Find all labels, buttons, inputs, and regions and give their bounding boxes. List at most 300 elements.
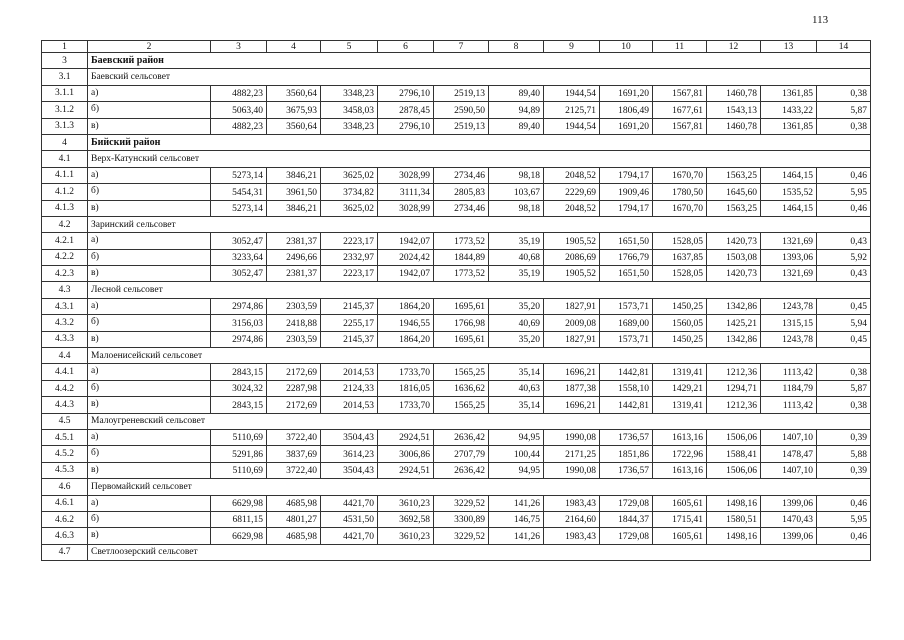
district-row [42, 53, 871, 69]
value-cell: 3504,43 [321, 429, 378, 445]
table-row [42, 85, 871, 101]
value-cell: 2229,69 [544, 184, 600, 200]
value-cell: 1733,70 [378, 397, 434, 413]
value-cell: 2145,37 [321, 331, 378, 347]
row-number: 4.5 [42, 413, 88, 429]
value-cell: 3722,40 [267, 462, 321, 478]
value-cell: 1506,06 [707, 429, 761, 445]
value-cell: 35,19 [489, 233, 544, 249]
page-number: 113 [812, 14, 829, 26]
variant-label: а) [88, 85, 211, 101]
column-number-header: 6 [378, 41, 434, 53]
value-cell: 1470,43 [761, 511, 817, 527]
settlement-name: Лесной сельсовет [88, 282, 871, 298]
value-cell: 3028,99 [378, 167, 434, 183]
row-number: 3.1.1 [42, 85, 88, 101]
table-row [42, 266, 871, 282]
value-cell: 1696,21 [544, 364, 600, 380]
value-cell: 1560,05 [653, 315, 707, 331]
value-cell: 89,40 [489, 85, 544, 101]
value-cell: 3560,64 [267, 118, 321, 134]
table-row [42, 511, 871, 527]
value-cell: 35,20 [489, 298, 544, 314]
value-cell: 1558,10 [600, 380, 653, 396]
settlement-name: Светлоозерский сельсовет [88, 544, 871, 560]
value-cell: 1342,86 [707, 331, 761, 347]
value-cell: 35,20 [489, 331, 544, 347]
row-number: 3 [42, 53, 88, 69]
value-cell: 1503,08 [707, 249, 761, 265]
value-cell: 2734,46 [434, 167, 489, 183]
value-cell: 5,95 [817, 511, 871, 527]
value-cell: 40,68 [489, 249, 544, 265]
value-cell: 1567,81 [653, 118, 707, 134]
value-cell: 2014,53 [321, 364, 378, 380]
value-cell: 1983,43 [544, 528, 600, 544]
value-cell: 1827,91 [544, 298, 600, 314]
column-number-header: 2 [88, 41, 211, 53]
value-cell: 2796,10 [378, 118, 434, 134]
value-cell: 0,38 [817, 364, 871, 380]
variant-label: б) [88, 380, 211, 396]
settlement-row [42, 69, 871, 85]
value-cell: 2796,10 [378, 85, 434, 101]
value-cell: 2086,69 [544, 249, 600, 265]
value-cell: 89,40 [489, 118, 544, 134]
column-number-header: 10 [600, 41, 653, 53]
table-row [42, 429, 871, 445]
value-cell: 3846,21 [267, 167, 321, 183]
value-cell: 1905,52 [544, 233, 600, 249]
value-cell: 94,95 [489, 462, 544, 478]
variant-label: в) [88, 266, 211, 282]
variant-label: а) [88, 233, 211, 249]
value-cell: 1573,71 [600, 331, 653, 347]
column-number-header: 7 [434, 41, 489, 53]
value-cell: 5,92 [817, 249, 871, 265]
value-cell: 1393,06 [761, 249, 817, 265]
variant-label: в) [88, 331, 211, 347]
settlement-row [42, 216, 871, 232]
value-cell: 0,46 [817, 495, 871, 511]
value-cell: 1498,16 [707, 495, 761, 511]
value-cell: 5063,40 [211, 102, 267, 118]
row-number: 4.3.1 [42, 298, 88, 314]
value-cell: 2303,59 [267, 298, 321, 314]
value-cell: 1733,70 [378, 364, 434, 380]
value-cell: 1844,37 [600, 511, 653, 527]
value-cell: 4685,98 [267, 495, 321, 511]
header-row [42, 41, 871, 53]
value-cell: 1535,52 [761, 184, 817, 200]
value-cell: 3052,47 [211, 266, 267, 282]
value-cell: 3846,21 [267, 200, 321, 216]
column-number-header: 3 [211, 41, 267, 53]
table-row [42, 528, 871, 544]
row-number: 4.4.1 [42, 364, 88, 380]
value-cell: 1315,15 [761, 315, 817, 331]
row-number: 4.4.2 [42, 380, 88, 396]
row-number: 3.1.3 [42, 118, 88, 134]
value-cell: 1689,00 [600, 315, 653, 331]
value-cell: 1773,52 [434, 233, 489, 249]
variant-label: б) [88, 249, 211, 265]
row-number: 4.6 [42, 479, 88, 495]
value-cell: 1460,78 [707, 85, 761, 101]
value-cell: 1528,05 [653, 233, 707, 249]
value-cell: 1780,50 [653, 184, 707, 200]
value-cell: 1651,50 [600, 266, 653, 282]
value-cell: 1361,85 [761, 118, 817, 134]
value-cell: 1944,54 [544, 85, 600, 101]
value-cell: 1677,61 [653, 102, 707, 118]
value-cell: 4421,70 [321, 495, 378, 511]
variant-label: а) [88, 364, 211, 380]
value-cell: 2974,86 [211, 331, 267, 347]
value-cell: 40,69 [489, 315, 544, 331]
variant-label: б) [88, 184, 211, 200]
value-cell: 98,18 [489, 167, 544, 183]
value-cell: 3692,58 [378, 511, 434, 527]
value-cell: 1806,49 [600, 102, 653, 118]
value-cell: 2048,52 [544, 167, 600, 183]
settlement-name: Малоенисейский сельсовет [88, 348, 871, 364]
settlement-row [42, 544, 871, 560]
value-cell: 1113,42 [761, 364, 817, 380]
value-cell: 1877,38 [544, 380, 600, 396]
variant-label: б) [88, 102, 211, 118]
value-cell: 3348,23 [321, 85, 378, 101]
row-number: 4.1.2 [42, 184, 88, 200]
value-cell: 1729,08 [600, 528, 653, 544]
value-cell: 1905,52 [544, 266, 600, 282]
settlement-name: Первомайский сельсовет [88, 479, 871, 495]
value-cell: 3961,50 [267, 184, 321, 200]
value-cell: 1588,41 [707, 446, 761, 462]
value-cell: 141,26 [489, 528, 544, 544]
value-cell: 4801,27 [267, 511, 321, 527]
value-cell: 3614,23 [321, 446, 378, 462]
value-cell: 3734,82 [321, 184, 378, 200]
value-cell: 5,87 [817, 102, 871, 118]
value-cell: 3722,40 [267, 429, 321, 445]
value-cell: 1580,51 [707, 511, 761, 527]
variant-label: в) [88, 118, 211, 134]
value-cell: 1944,54 [544, 118, 600, 134]
value-cell: 1573,71 [600, 298, 653, 314]
value-cell: 0,39 [817, 462, 871, 478]
value-cell: 1399,06 [761, 528, 817, 544]
variant-label: а) [88, 429, 211, 445]
value-cell: 1670,70 [653, 200, 707, 216]
value-cell: 2124,33 [321, 380, 378, 396]
value-cell: 2636,42 [434, 429, 489, 445]
value-cell: 2024,42 [378, 249, 434, 265]
table-row [42, 315, 871, 331]
value-cell: 35,14 [489, 364, 544, 380]
value-cell: 6629,98 [211, 528, 267, 544]
value-cell: 1113,42 [761, 397, 817, 413]
district-row [42, 134, 871, 150]
value-cell: 1321,69 [761, 266, 817, 282]
value-cell: 3560,64 [267, 85, 321, 101]
value-cell: 3052,47 [211, 233, 267, 249]
value-cell: 3233,64 [211, 249, 267, 265]
value-cell: 0,38 [817, 118, 871, 134]
row-number: 4.5.2 [42, 446, 88, 462]
settlement-name: Малоугреневский сельсовет [88, 413, 871, 429]
table-row [42, 364, 871, 380]
value-cell: 0,45 [817, 298, 871, 314]
column-number-header: 14 [817, 41, 871, 53]
table-row [42, 331, 871, 347]
value-cell: 2924,51 [378, 429, 434, 445]
settlement-row [42, 151, 871, 167]
table-row [42, 184, 871, 200]
value-cell: 1864,20 [378, 331, 434, 347]
value-cell: 1909,46 [600, 184, 653, 200]
row-number: 3.1.2 [42, 102, 88, 118]
value-cell: 141,26 [489, 495, 544, 511]
value-cell: 2843,15 [211, 397, 267, 413]
value-cell: 2636,42 [434, 462, 489, 478]
value-cell: 1429,21 [653, 380, 707, 396]
value-cell: 1478,47 [761, 446, 817, 462]
value-cell: 1715,41 [653, 511, 707, 527]
value-cell: 103,67 [489, 184, 544, 200]
value-cell: 1691,20 [600, 85, 653, 101]
district-name: Баевский район [88, 53, 871, 69]
value-cell: 2381,37 [267, 266, 321, 282]
value-cell: 2805,83 [434, 184, 489, 200]
value-cell: 4531,50 [321, 511, 378, 527]
value-cell: 3156,03 [211, 315, 267, 331]
value-cell: 1816,05 [378, 380, 434, 396]
value-cell: 3458,03 [321, 102, 378, 118]
value-cell: 0,46 [817, 200, 871, 216]
column-number-header: 5 [321, 41, 378, 53]
value-cell: 1543,13 [707, 102, 761, 118]
value-cell: 1794,17 [600, 167, 653, 183]
row-number: 4.1.1 [42, 167, 88, 183]
value-cell: 94,95 [489, 429, 544, 445]
value-cell: 4685,98 [267, 528, 321, 544]
table-row [42, 102, 871, 118]
value-cell: 5454,31 [211, 184, 267, 200]
row-number: 4.5.1 [42, 429, 88, 445]
variant-label: в) [88, 462, 211, 478]
value-cell: 3006,86 [378, 446, 434, 462]
settlement-name: Баевский сельсовет [88, 69, 871, 85]
table-row [42, 495, 871, 511]
value-cell: 5,88 [817, 446, 871, 462]
value-cell: 4882,23 [211, 85, 267, 101]
table-row [42, 200, 871, 216]
settlement-row [42, 413, 871, 429]
value-cell: 1420,73 [707, 233, 761, 249]
value-cell: 2287,98 [267, 380, 321, 396]
value-cell: 94,89 [489, 102, 544, 118]
value-cell: 6629,98 [211, 495, 267, 511]
value-cell: 1736,57 [600, 429, 653, 445]
value-cell: 1613,16 [653, 429, 707, 445]
variant-label: а) [88, 298, 211, 314]
value-cell: 2171,25 [544, 446, 600, 462]
value-cell: 2172,69 [267, 364, 321, 380]
variant-label: в) [88, 200, 211, 216]
column-number-header: 4 [267, 41, 321, 53]
value-cell: 1464,15 [761, 200, 817, 216]
value-cell: 1773,52 [434, 266, 489, 282]
value-cell: 1212,36 [707, 364, 761, 380]
value-cell: 2418,88 [267, 315, 321, 331]
value-cell: 1498,16 [707, 528, 761, 544]
value-cell: 1722,96 [653, 446, 707, 462]
value-cell: 3024,32 [211, 380, 267, 396]
value-cell: 1563,25 [707, 200, 761, 216]
row-number: 4.6.1 [42, 495, 88, 511]
row-number: 4.7 [42, 544, 88, 560]
value-cell: 1407,10 [761, 429, 817, 445]
value-cell: 4882,23 [211, 118, 267, 134]
value-cell: 1651,50 [600, 233, 653, 249]
table-row [42, 397, 871, 413]
value-cell: 3300,89 [434, 511, 489, 527]
column-number-header: 13 [761, 41, 817, 53]
value-cell: 1460,78 [707, 118, 761, 134]
value-cell: 1942,07 [378, 266, 434, 282]
value-cell: 1567,81 [653, 85, 707, 101]
row-number: 4.6.3 [42, 528, 88, 544]
value-cell: 1399,06 [761, 495, 817, 511]
value-cell: 1990,08 [544, 462, 600, 478]
value-cell: 2974,86 [211, 298, 267, 314]
value-cell: 1528,05 [653, 266, 707, 282]
row-number: 4.3 [42, 282, 88, 298]
value-cell: 2707,79 [434, 446, 489, 462]
value-cell: 3028,99 [378, 200, 434, 216]
value-cell: 2048,52 [544, 200, 600, 216]
column-number-header: 8 [489, 41, 544, 53]
value-cell: 1670,70 [653, 167, 707, 183]
variant-label: б) [88, 511, 211, 527]
value-cell: 1319,41 [653, 364, 707, 380]
value-cell: 1319,41 [653, 397, 707, 413]
value-cell: 1636,62 [434, 380, 489, 396]
row-number: 3.1 [42, 69, 88, 85]
value-cell: 1766,79 [600, 249, 653, 265]
value-cell: 1729,08 [600, 495, 653, 511]
value-cell: 5273,14 [211, 200, 267, 216]
value-cell: 4421,70 [321, 528, 378, 544]
row-number: 4.2.1 [42, 233, 88, 249]
value-cell: 40,63 [489, 380, 544, 396]
value-cell: 3610,23 [378, 528, 434, 544]
variant-label: в) [88, 528, 211, 544]
tariff-table [41, 40, 871, 561]
value-cell: 1696,21 [544, 397, 600, 413]
value-cell: 5110,69 [211, 462, 267, 478]
table-row [42, 167, 871, 183]
value-cell: 1442,81 [600, 397, 653, 413]
value-cell: 98,18 [489, 200, 544, 216]
column-number-header: 12 [707, 41, 761, 53]
value-cell: 3111,34 [378, 184, 434, 200]
column-number-header: 9 [544, 41, 600, 53]
row-number: 4.1.3 [42, 200, 88, 216]
value-cell: 3229,52 [434, 495, 489, 511]
value-cell: 35,14 [489, 397, 544, 413]
value-cell: 1425,21 [707, 315, 761, 331]
value-cell: 2303,59 [267, 331, 321, 347]
value-cell: 1450,25 [653, 298, 707, 314]
value-cell: 2255,17 [321, 315, 378, 331]
table-row [42, 380, 871, 396]
row-number: 4.5.3 [42, 462, 88, 478]
row-number: 4.3.3 [42, 331, 88, 347]
value-cell: 6811,15 [211, 511, 267, 527]
value-cell: 1695,61 [434, 331, 489, 347]
value-cell: 1565,25 [434, 397, 489, 413]
value-cell: 3675,93 [267, 102, 321, 118]
value-cell: 1844,89 [434, 249, 489, 265]
value-cell: 1361,85 [761, 85, 817, 101]
value-cell: 1851,86 [600, 446, 653, 462]
value-cell: 5273,14 [211, 167, 267, 183]
row-number: 4.2.3 [42, 266, 88, 282]
value-cell: 1605,61 [653, 495, 707, 511]
settlement-row [42, 479, 871, 495]
value-cell: 1450,25 [653, 331, 707, 347]
value-cell: 5,94 [817, 315, 871, 331]
value-cell: 3229,52 [434, 528, 489, 544]
value-cell: 1946,55 [378, 315, 434, 331]
value-cell: 1433,22 [761, 102, 817, 118]
value-cell: 2145,37 [321, 298, 378, 314]
table-row [42, 446, 871, 462]
value-cell: 1506,06 [707, 462, 761, 478]
value-cell: 0,45 [817, 331, 871, 347]
value-cell: 1563,25 [707, 167, 761, 183]
value-cell: 1565,25 [434, 364, 489, 380]
value-cell: 2878,45 [378, 102, 434, 118]
value-cell: 2843,15 [211, 364, 267, 380]
value-cell: 3625,02 [321, 200, 378, 216]
variant-label: а) [88, 495, 211, 511]
value-cell: 1294,71 [707, 380, 761, 396]
value-cell: 1243,78 [761, 331, 817, 347]
value-cell: 1766,98 [434, 315, 489, 331]
value-cell: 2332,97 [321, 249, 378, 265]
value-cell: 1691,20 [600, 118, 653, 134]
row-number: 4 [42, 134, 88, 150]
value-cell: 35,19 [489, 266, 544, 282]
value-cell: 1243,78 [761, 298, 817, 314]
value-cell: 100,44 [489, 446, 544, 462]
value-cell: 3348,23 [321, 118, 378, 134]
value-cell: 1736,57 [600, 462, 653, 478]
district-name: Бийский район [88, 134, 871, 150]
value-cell: 0,46 [817, 167, 871, 183]
row-number: 4.2.2 [42, 249, 88, 265]
value-cell: 0,38 [817, 397, 871, 413]
value-cell: 5110,69 [211, 429, 267, 445]
value-cell: 1212,36 [707, 397, 761, 413]
value-cell: 2496,66 [267, 249, 321, 265]
value-cell: 0,43 [817, 233, 871, 249]
settlement-name: Верх-Катунский сельсовет [88, 151, 871, 167]
value-cell: 1321,69 [761, 233, 817, 249]
